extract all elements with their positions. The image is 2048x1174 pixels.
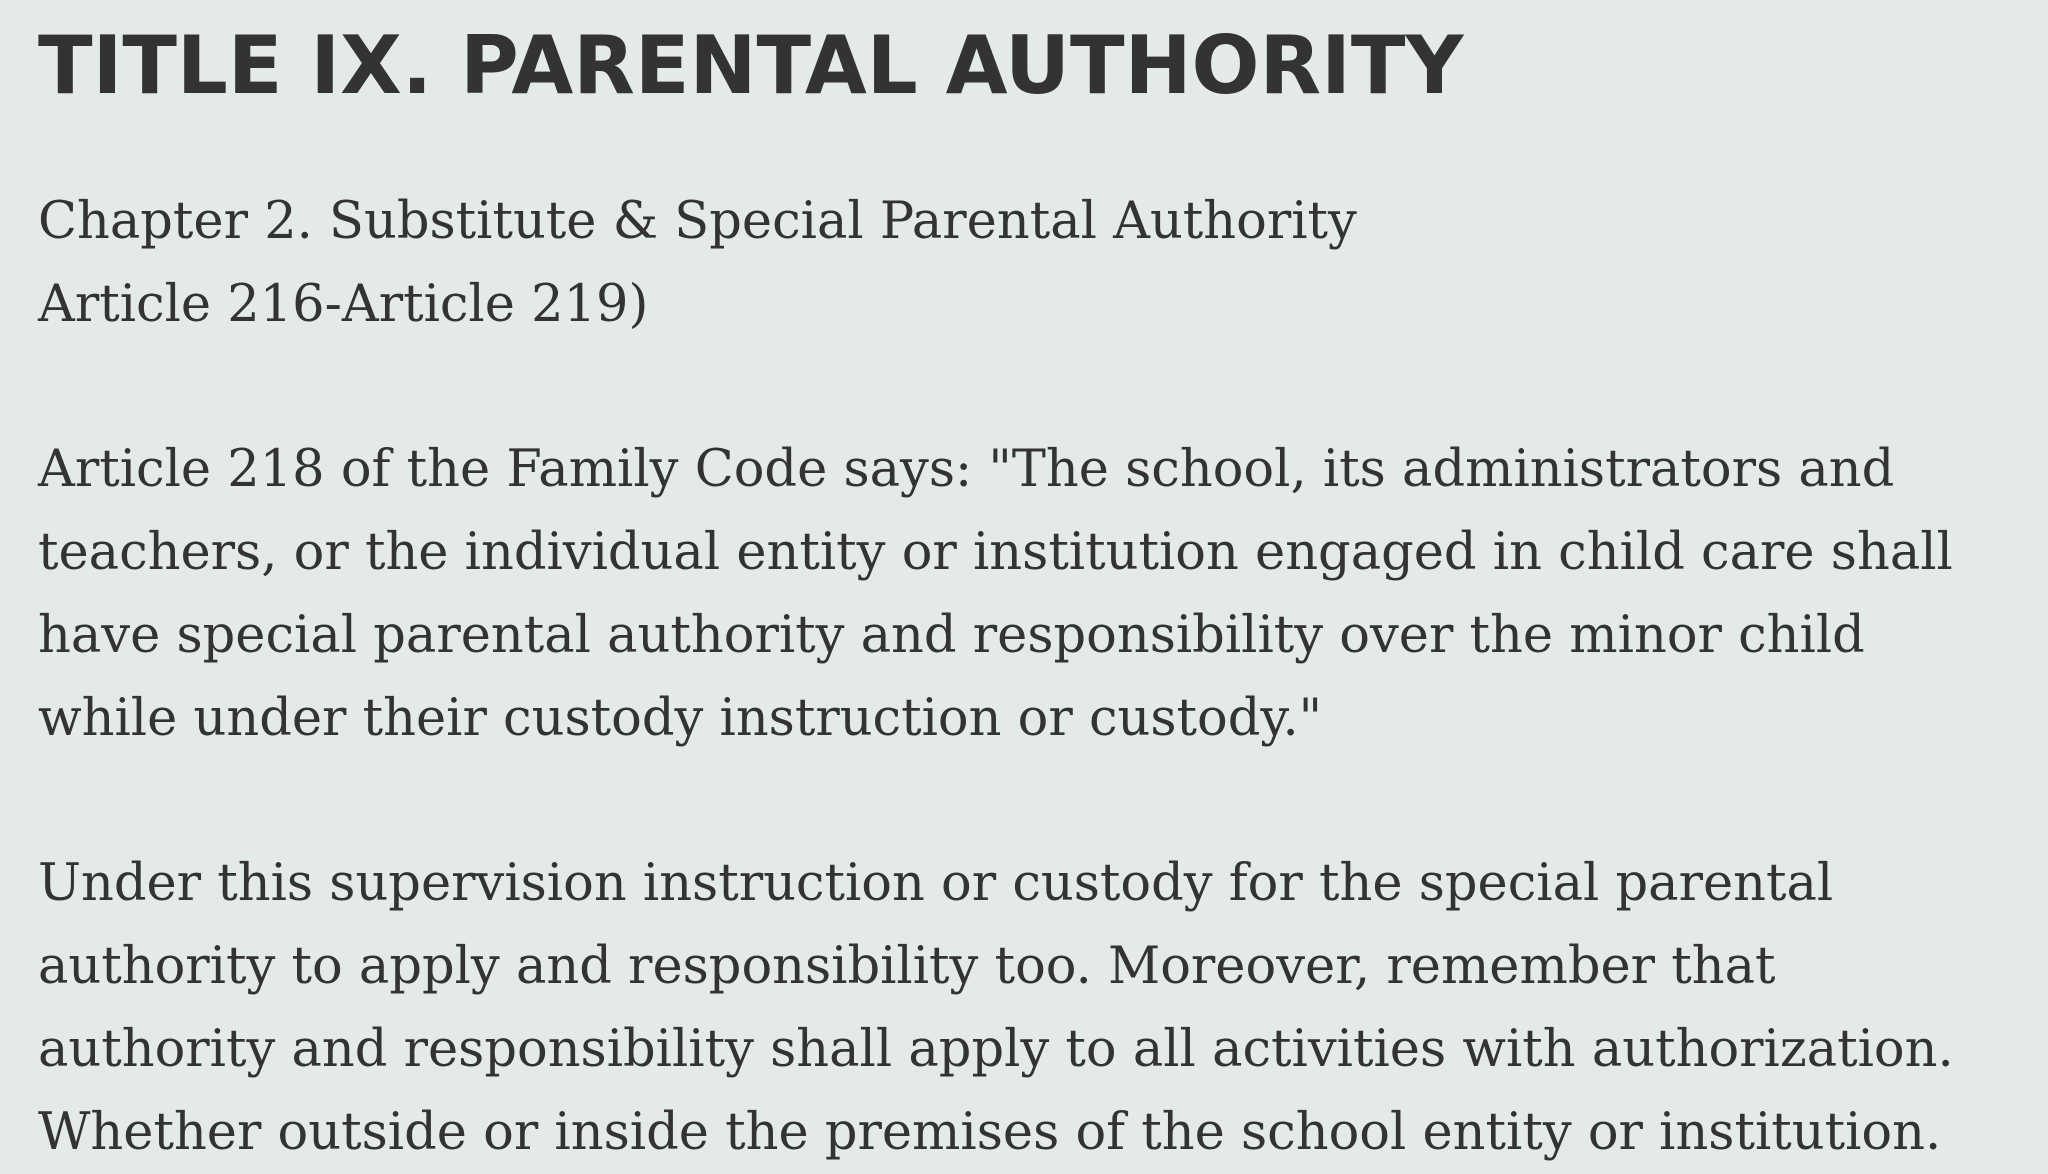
- paragraph-line: Whether outside or inside the premises of the school entity or institution.: [38, 1103, 1942, 1162]
- document-page: [38, 18, 2028, 1174]
- paragraph-line: authority and responsibility shall apply to all activities with authorization.: [38, 1020, 1954, 1079]
- paragraph-line: authority to apply and responsibility too. Moreover, remember that: [38, 937, 1776, 996]
- chapter-heading: [38, 180, 2028, 346]
- article-range-line: Article 216-Article 219): [38, 275, 649, 334]
- chapter-line: Chapter 2. Substitute & Special Parental Authority: [38, 192, 1357, 251]
- page-title: TITLE IX. PARENTAL AUTHORITY: [38, 19, 1464, 112]
- supervision-paragraph: [38, 842, 2028, 1174]
- paragraph-line: have special parental authority and responsibility over the minor child: [38, 606, 1865, 665]
- article-218-paragraph: [38, 428, 2028, 760]
- paragraph-line: Under this supervision instruction or custody for the special parental: [38, 854, 1834, 913]
- paragraph-line: teachers, or the individual entity or institution engaged in child care shall: [38, 523, 1953, 582]
- paragraph-line: while under their custody instruction or custody.": [38, 689, 1323, 748]
- paragraph-line: Article 218 of the Family Code says: "The school, its administrators and: [38, 440, 1895, 499]
